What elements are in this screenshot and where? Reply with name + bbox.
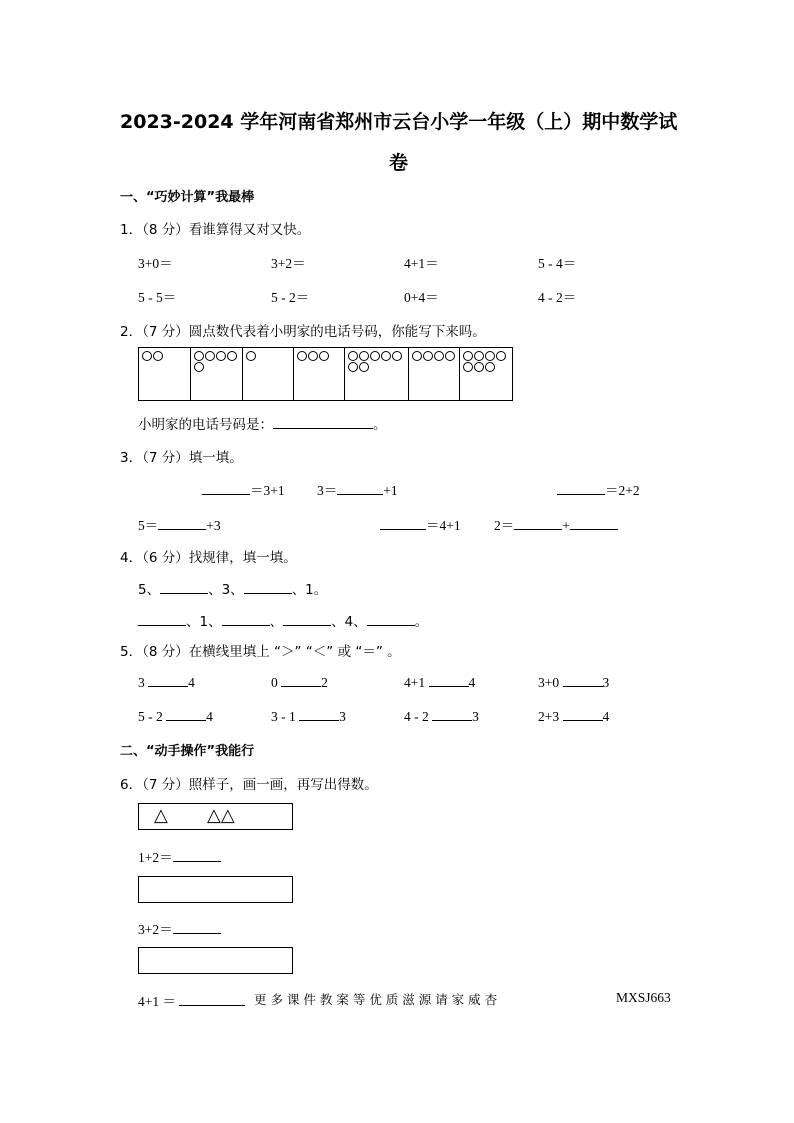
q4-text: 、1、	[186, 614, 222, 630]
q5-right-value: 4	[602, 709, 610, 724]
answer-blank[interactable]	[138, 613, 186, 626]
answer-blank[interactable]	[432, 708, 472, 721]
answer-blank[interactable]	[179, 993, 245, 1006]
answer-blank[interactable]	[202, 482, 250, 495]
circle-dot-icon	[153, 351, 163, 361]
circle-dot-icon	[370, 351, 380, 361]
q3-text: ＝3+1	[250, 483, 285, 498]
q1-item: 5 - 4＝	[538, 256, 577, 271]
section-1-heading: 一、“巧妙计算”我最棒	[120, 190, 255, 205]
circle-dot-icon	[348, 351, 358, 361]
dot-group	[194, 350, 240, 372]
q6-text: 3+2＝	[138, 922, 173, 937]
q3-text: ＝4+1	[426, 518, 461, 533]
circle-dot-icon	[463, 351, 473, 361]
answer-blank[interactable]	[337, 482, 383, 495]
circle-dot-icon	[434, 351, 444, 361]
q1-item: 4+1＝	[404, 256, 439, 271]
phone-digit-cell	[345, 348, 409, 400]
answer-blank[interactable]	[563, 708, 603, 721]
circle-dot-icon	[142, 351, 152, 361]
dot-group	[412, 350, 457, 361]
phone-digit-cell	[243, 348, 294, 400]
circle-dot-icon	[216, 351, 226, 361]
circle-dot-icon	[463, 362, 473, 372]
q1-item: 5 - 2＝	[271, 290, 310, 305]
circle-dot-icon	[227, 351, 237, 361]
q5-right-value: 3	[602, 675, 610, 690]
q5-right-value: 4	[468, 675, 476, 690]
answer-blank[interactable]	[570, 517, 618, 530]
answer-blank[interactable]	[244, 581, 292, 594]
dot-group	[348, 350, 406, 372]
q5-left-value: 3	[138, 675, 149, 690]
question-2-stem: 2．（7 分）圆点数代表着小明家的电话号码，你能写下来吗。	[120, 324, 486, 340]
q3-item-b	[317, 479, 398, 499]
q1-item: 3+2＝	[271, 256, 306, 271]
q3-item-a	[202, 479, 285, 499]
question-1-stem: 1．（8 分）看谁算得又对又快。	[120, 222, 311, 238]
q3-text: 3＝	[317, 483, 338, 498]
circle-dot-icon	[297, 351, 307, 361]
draw-box[interactable]	[138, 876, 293, 903]
draw-box[interactable]	[138, 947, 293, 974]
q5-right-value: 4	[206, 709, 213, 724]
q5-right-value: 3	[472, 709, 479, 724]
circle-dot-icon	[496, 351, 506, 361]
q5-left-value: 4 - 2	[404, 709, 433, 724]
q4-text: 、	[269, 614, 284, 630]
answer-blank[interactable]	[557, 482, 605, 495]
q3-text: 2＝	[494, 518, 515, 533]
q6-eq-3	[138, 990, 245, 1010]
q4-text: 、1。	[291, 582, 328, 598]
q5-comparison	[404, 674, 475, 691]
phone-digit-cell	[191, 348, 243, 400]
answer-blank[interactable]	[563, 674, 603, 687]
q5-comparison	[271, 708, 346, 725]
phone-dot-table	[138, 347, 513, 401]
q4-text: 、3、	[208, 582, 244, 598]
q5-comparison	[138, 674, 195, 691]
page-title-continued: 卷	[389, 152, 409, 174]
phone-digit-cell	[409, 348, 460, 400]
phone-digit-cell	[460, 348, 512, 400]
answer-blank[interactable]	[173, 921, 221, 934]
answer-blank[interactable]	[222, 613, 270, 626]
q1-item: 3+0＝	[138, 256, 173, 271]
circle-dot-icon	[485, 351, 495, 361]
q5-comparison	[138, 708, 213, 725]
answer-blank[interactable]	[283, 613, 331, 626]
q5-left-value: 3 - 1	[271, 709, 300, 724]
q3-text: 5＝	[138, 518, 159, 533]
q3-item-f	[494, 514, 618, 534]
question-5-stem: 5．（8 分）在横线里填上 “＞” “＜” 或 “＝” 。	[120, 644, 401, 660]
q5-comparison	[538, 708, 609, 725]
circle-dot-icon	[205, 351, 215, 361]
q3-item-e	[380, 514, 461, 534]
q5-left-value: 5 - 2	[138, 709, 167, 724]
q5-right-value: 4	[188, 675, 195, 690]
answer-blank[interactable]	[160, 581, 208, 594]
example-box	[138, 803, 293, 830]
circle-dot-icon	[474, 362, 484, 372]
circle-dot-icon	[319, 351, 329, 361]
q6-text: 1+2＝	[138, 850, 173, 865]
question-3-stem: 3．（7 分）填一填。	[120, 450, 243, 466]
q4-row-1	[138, 578, 327, 598]
dot-group	[142, 350, 188, 361]
q5-left-value: 2+3	[538, 709, 563, 724]
phone-digit-cell	[139, 348, 191, 400]
q3-text: +1	[383, 483, 398, 498]
answer-blank[interactable]	[173, 849, 221, 862]
circle-dot-icon	[412, 351, 422, 361]
circle-dot-icon	[474, 351, 484, 361]
circle-dot-icon	[246, 351, 256, 361]
q5-right-value: 3	[339, 709, 346, 724]
q5-left-value: 3+0	[538, 675, 563, 690]
circle-dot-icon	[359, 362, 369, 372]
triangle-icon: △△	[207, 805, 235, 826]
answer-blank[interactable]	[380, 517, 426, 530]
dot-group	[297, 350, 342, 361]
dot-group	[463, 350, 510, 372]
q5-comparison	[271, 674, 328, 691]
answer-blank[interactable]	[281, 674, 321, 687]
circle-dot-icon	[423, 351, 433, 361]
q5-comparison	[404, 708, 479, 725]
q3-text: ＝2+2	[605, 483, 640, 498]
q4-text: 5、	[138, 582, 161, 598]
q6-eq-2	[138, 918, 221, 938]
phone-answer-line	[138, 413, 387, 433]
circle-dot-icon	[194, 351, 204, 361]
circle-dot-icon	[348, 362, 358, 372]
q4-text: 。	[414, 614, 429, 630]
document-code: MXSJ663	[616, 990, 671, 1005]
q5-left-value: 4+1	[404, 675, 429, 690]
question-4-stem: 4．（6 分）找规律，填一填。	[120, 550, 297, 566]
circle-dot-icon	[359, 351, 369, 361]
triangle-icon: △	[154, 805, 168, 826]
circle-dot-icon	[445, 351, 455, 361]
answer-blank[interactable]	[299, 708, 339, 721]
answer-blank[interactable]	[429, 674, 469, 687]
answer-blank[interactable]	[367, 613, 415, 626]
answer-blank[interactable]	[514, 517, 562, 530]
q6-text: 4+1 ＝	[138, 994, 176, 1009]
q4-text: 、4、	[331, 614, 367, 630]
q3-item-c	[557, 479, 640, 499]
phone-answer-label: 小明家的电话号码是：	[138, 417, 273, 433]
question-6-stem: 6．（7 分）照样子，画一画，再写出得数。	[120, 777, 378, 793]
q1-item: 4 - 2＝	[538, 290, 577, 305]
watermark-text: 更 多 课 件 教 案 等 优 质 滋 源 请 家 威 杏	[254, 992, 498, 1007]
answer-blank[interactable]	[273, 416, 373, 429]
dot-group	[246, 350, 291, 361]
q6-eq-1	[138, 846, 221, 866]
circle-dot-icon	[381, 351, 391, 361]
circle-dot-icon	[194, 362, 204, 372]
answer-blank[interactable]	[148, 674, 188, 687]
circle-dot-icon	[392, 351, 402, 361]
answer-blank[interactable]	[166, 708, 206, 721]
page-title: 2023-2024 学年河南省郑州市云台小学一年级（上）期中数学试	[120, 111, 678, 133]
q3-item-d	[138, 514, 221, 534]
section-2-heading: 二、“动手操作”我能行	[120, 744, 255, 759]
circle-dot-icon	[485, 362, 495, 372]
q1-item: 0+4＝	[404, 290, 439, 305]
q5-right-value: 2	[321, 675, 328, 690]
q5-left-value: 0	[271, 675, 282, 690]
q3-text: +3	[206, 518, 221, 533]
q1-item: 5 - 5＝	[138, 290, 177, 305]
phone-digit-cell	[294, 348, 345, 400]
q4-row-2	[138, 610, 428, 630]
q3-text: +	[562, 518, 570, 533]
answer-blank[interactable]	[158, 517, 206, 530]
q5-comparison	[538, 674, 609, 691]
phone-answer-end: 。	[373, 417, 387, 433]
circle-dot-icon	[308, 351, 318, 361]
